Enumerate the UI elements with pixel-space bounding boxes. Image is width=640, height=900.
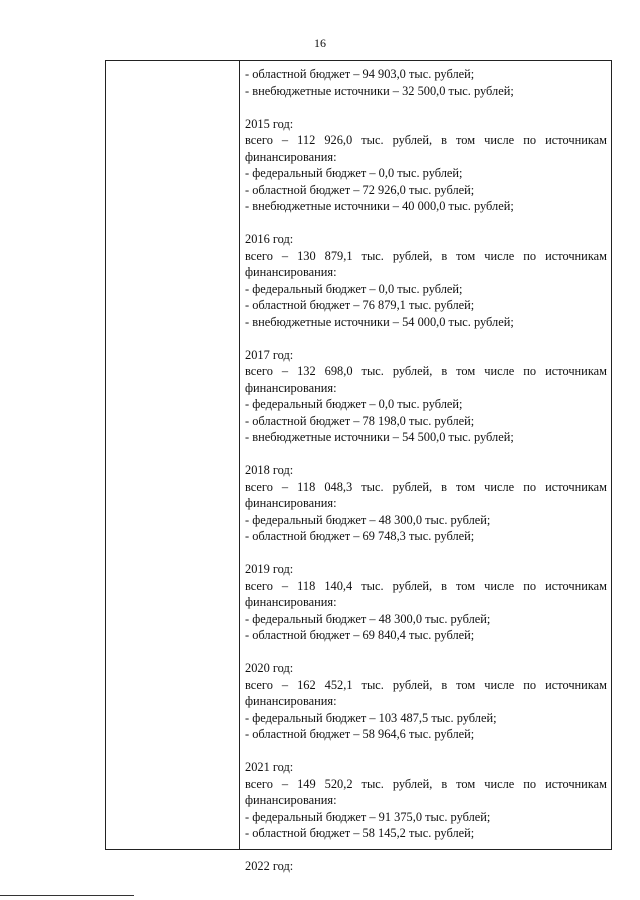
- table-column-divider: [239, 61, 240, 849]
- year-heading: 2018 год:: [245, 463, 294, 477]
- carryover-line: - внебюджетные источники – 32 500,0 тыс. рублей;: [245, 83, 514, 98]
- funding-source-line: - федеральный бюджет – 48 300,0 тыс. рублей;: [245, 512, 491, 527]
- year-heading: 2016 год:: [245, 232, 294, 246]
- year-heading: 2015 год:: [245, 116, 294, 131]
- year-block: [245, 462, 607, 545]
- page-number: 16: [314, 36, 326, 50]
- year-block: [245, 116, 607, 215]
- year-block: [245, 231, 607, 330]
- paragraph-gap: [245, 446, 607, 463]
- paragraph-gap: [245, 743, 607, 760]
- year-total-line: всего – 118 140,4 тыс. рублей, в том числе по источникам: [245, 578, 607, 593]
- funding-source-line: - внебюджетные источники – 54 500,0 тыс. рублей;: [245, 430, 514, 444]
- funding-source-line: - внебюджетные источники – 54 000,0 тыс. рублей;: [245, 314, 514, 329]
- year-total-line: всего – 118 048,3 тыс. рублей, в том числе по источникам: [245, 479, 607, 494]
- paragraph-gap: [245, 99, 607, 116]
- funding-text-cell: [245, 66, 607, 875]
- year-block: [245, 561, 607, 644]
- funding-source-line: - федеральный бюджет – 91 375,0 тыс. рублей;: [245, 809, 491, 824]
- year-block: [245, 660, 607, 743]
- year-total-line: всего – 130 879,1 тыс. рублей, в том числе по источникам: [245, 248, 607, 263]
- year-total-line: всего – 162 452,1 тыс. рублей, в том числе по источникам: [245, 677, 607, 692]
- year-total-continuation: финансирования:: [245, 380, 337, 395]
- year-heading: 2022 год:: [245, 859, 294, 873]
- paragraph-gap: [245, 215, 607, 232]
- year-total-line: всего – 132 698,0 тыс. рублей, в том числе по источникам: [245, 364, 607, 378]
- funding-source-line: - областной бюджет – 58 964,6 тыс. рублей;: [245, 727, 475, 741]
- paragraph-gap: [245, 644, 607, 661]
- funding-source-line: - федеральный бюджет – 0,0 тыс. рублей;: [245, 281, 463, 296]
- year-block: [245, 858, 607, 875]
- funding-source-line: - областной бюджет – 76 879,1 тыс. рублей;: [245, 298, 475, 312]
- year-heading: 2020 год:: [245, 661, 294, 675]
- year-total-line: всего – 112 926,0 тыс. рублей, в том числе по источникам: [245, 133, 607, 147]
- funding-source-line: - федеральный бюджет – 0,0 тыс. рублей;: [245, 397, 463, 411]
- years-list: [245, 99, 607, 875]
- funding-source-line: - федеральный бюджет – 48 300,0 тыс. рублей;: [245, 611, 491, 626]
- funding-source-line: - федеральный бюджет – 0,0 тыс. рублей;: [245, 166, 463, 180]
- year-block: [245, 347, 607, 446]
- year-total-continuation: финансирования:: [245, 265, 337, 279]
- year-heading: 2019 год:: [245, 562, 294, 576]
- year-total-line: всего – 149 520,2 тыс. рублей, в том числе по источникам: [245, 776, 607, 791]
- year-heading: 2021 год:: [245, 760, 294, 774]
- funding-source-line: - областной бюджет – 58 145,2 тыс. рублей;: [245, 826, 475, 840]
- year-total-continuation: финансирования:: [245, 793, 337, 807]
- funding-source-line: - внебюджетные источники – 40 000,0 тыс. рублей;: [245, 199, 514, 213]
- funding-source-line: - областной бюджет – 69 748,3 тыс. рублей;: [245, 529, 475, 543]
- year-total-continuation: финансирования:: [245, 149, 337, 164]
- year-heading: 2017 год:: [245, 347, 294, 362]
- funding-source-line: - областной бюджет – 72 926,0 тыс. рублей;: [245, 182, 475, 197]
- paragraph-gap: [245, 842, 607, 859]
- paragraph-gap: [245, 330, 607, 347]
- year-total-continuation: финансирования:: [245, 496, 337, 510]
- year-block: [245, 759, 607, 842]
- funding-source-line: - областной бюджет – 78 198,0 тыс. рублей;: [245, 413, 475, 428]
- year-total-continuation: финансирования:: [245, 694, 337, 708]
- funding-source-line: - федеральный бюджет – 103 487,5 тыс. рублей;: [245, 710, 497, 725]
- funding-source-line: - областной бюджет – 69 840,4 тыс. рублей;: [245, 628, 475, 642]
- funding-table: [105, 60, 612, 873]
- paragraph-gap: [245, 545, 607, 562]
- year-total-continuation: финансирования:: [245, 595, 337, 609]
- footnote-rule: [0, 895, 134, 896]
- carryover-line: - областной бюджет – 94 903,0 тыс. рублей;: [245, 67, 475, 81]
